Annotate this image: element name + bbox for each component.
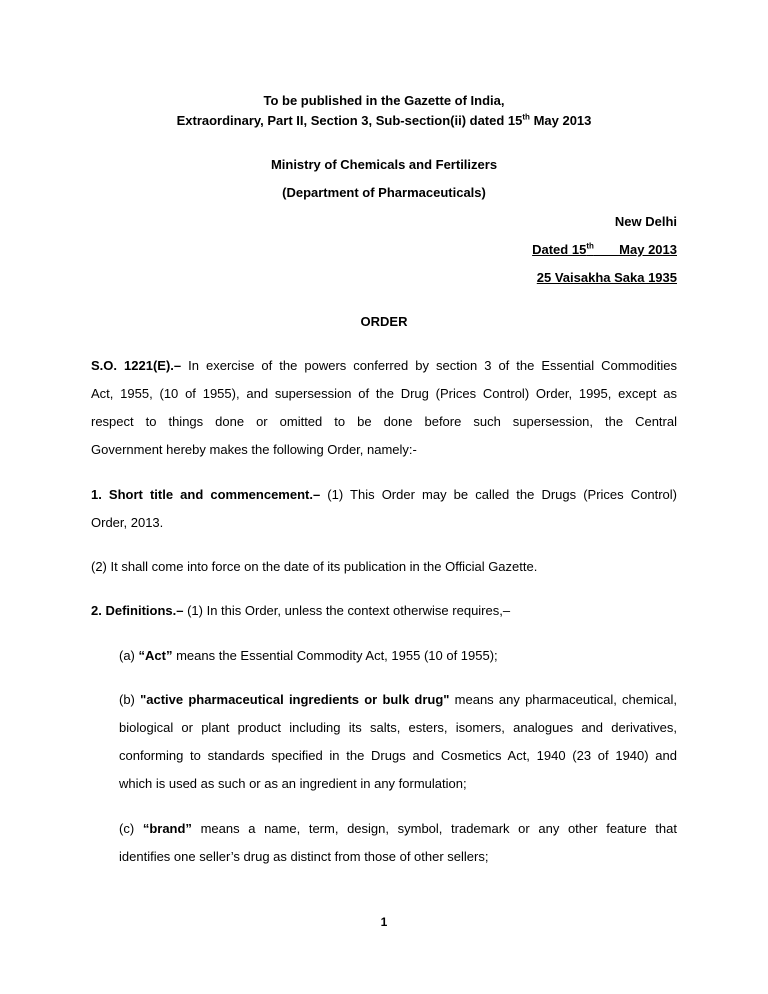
definition-b-line-1: (b) "active pharmaceutical ingredients or bulk drug" means any pharmaceutical, chemical, [119, 692, 677, 707]
order-title: ORDER [360, 314, 408, 329]
so-paragraph-line-4: Government hereby makes the following Order, namely:- [91, 442, 417, 457]
definition-b-line-2: biological or plant product including its salts, esters, isomers, analogues and derivatives, [119, 720, 677, 735]
definition-c-line-2: identifies one seller’s drug as distinct from those of other sellers; [119, 849, 489, 864]
gazette-heading-line-2: Extraordinary, Part II, Section 3, Sub-section(ii) dated 15th May 2013 [176, 112, 592, 128]
definition-a: (a) “Act” means the Essential Commodity Act, 1955 (10 of 1955); [119, 648, 498, 663]
definition-b-line-3: conforming to standards specified in the Drugs and Cosmetics Act, 1940 (23 of 1940) and [119, 748, 677, 763]
section-1-line-1: 1. Short title and commencement.– (1) This Order may be called the Drugs (Prices Control) [91, 487, 677, 502]
place: New Delhi [614, 214, 677, 229]
definition-b-line-4: which is used as such or as an ingredient in any formulation; [119, 776, 467, 791]
section-1-subsection-2: (2) It shall come into force on the date of its publication in the Official Gazette. [91, 559, 538, 574]
page-number: 1 [380, 915, 388, 929]
department-name: (Department of Pharmaceuticals) [282, 185, 486, 200]
so-paragraph-line-2: Act, 1955, (10 of 1955), and supersession of the Drug (Prices Control) Order, 1995, except as [91, 386, 677, 401]
definition-c-line-1: (c) “brand” means a name, term, design, symbol, trademark or any other feature that [119, 821, 677, 836]
date-line: Dated 15th ___May 2013 [532, 241, 677, 257]
saka-date: 25 Vaisakha Saka 1935 [536, 270, 677, 285]
gazette-heading-line-1: To be published in the Gazette of India, [263, 93, 505, 108]
so-paragraph-line-1: S.O. 1221(E).– In exercise of the powers conferred by section 3 of the Essential Commodities [91, 358, 678, 373]
section-1-line-2: Order, 2013. [91, 515, 164, 530]
so-paragraph-line-3: respect to things done or omitted to be done before such supersession, the Central [91, 414, 677, 429]
section-2-heading-line: 2. Definitions.– (1) In this Order, unless the context otherwise requires,– [91, 603, 511, 618]
ministry-name: Ministry of Chemicals and Fertilizers [270, 157, 498, 172]
